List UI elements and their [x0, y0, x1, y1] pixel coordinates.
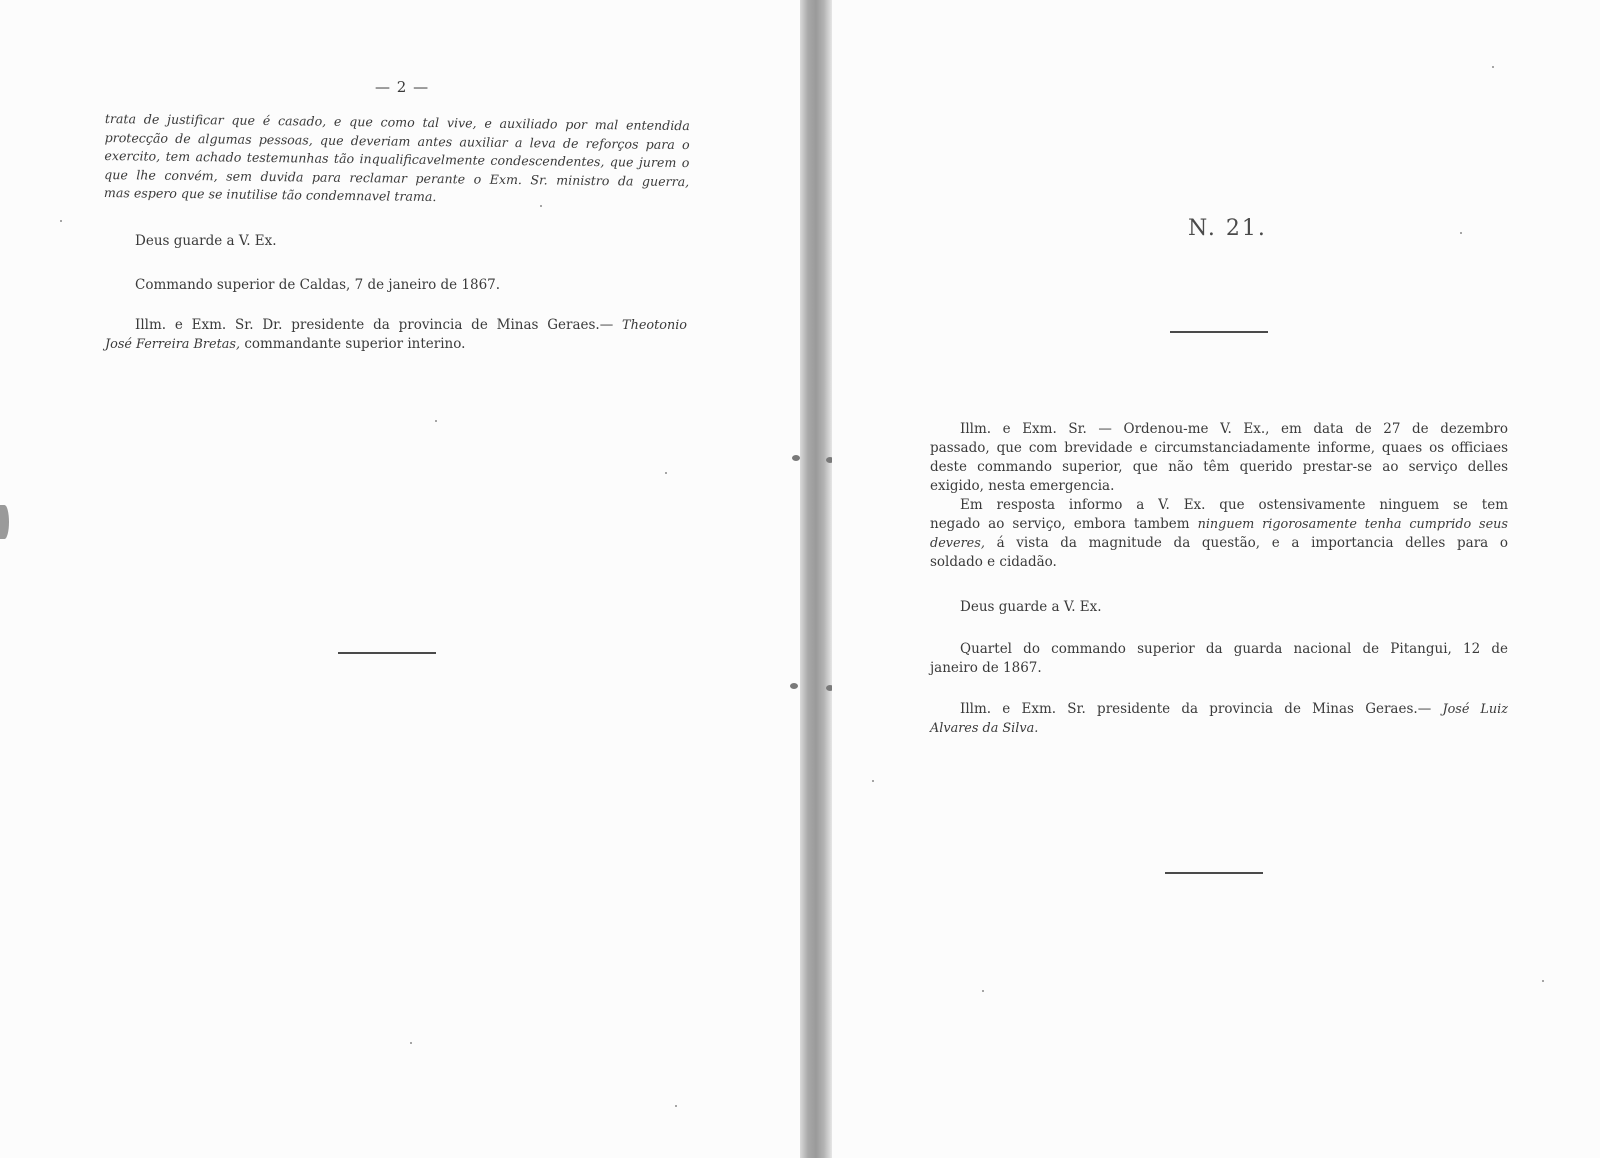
continuation-line: protecção de algumas pessoas, que deveriam antes auxiliar a leva de reforços para o	[104, 129, 690, 152]
page-number: — 2 —	[375, 78, 430, 96]
paper-speck	[435, 420, 437, 422]
paper-speck	[410, 1042, 412, 1044]
response-line-text: á vista da magnitude da questão, e a importancia delles para o	[984, 535, 1508, 551]
addressee-block	[930, 700, 1508, 738]
signature-line	[105, 335, 687, 354]
place-date-line	[930, 640, 1508, 659]
book-gutter	[800, 0, 832, 1158]
continuation-line: que lhe convém, sem duvida para reclamar perante o Exm. Sr. ministro da guerra,	[104, 166, 690, 189]
closing-salutation: Deus guarde a V. Ex.	[960, 599, 1102, 615]
paper-speck	[665, 472, 667, 474]
report-line: exigido, nesta emergencia.	[930, 478, 1115, 494]
paper-speck	[982, 990, 984, 992]
report-paragraph	[930, 420, 1508, 572]
paper-speck	[540, 205, 542, 207]
place-date-line: Commando superior de Caldas, 7 de janeiro de 1867.	[135, 277, 501, 293]
closing-salutation: Deus guarde a V. Ex.	[135, 233, 277, 249]
paper-speck	[1460, 232, 1462, 234]
addressee-text: Illm. e Exm. Sr. presidente da provincia de Minas Geraes.—	[960, 701, 1432, 717]
right-page	[832, 0, 1600, 1158]
paper-speck	[1492, 66, 1494, 68]
page-edge-stain	[0, 505, 9, 539]
report-line	[930, 420, 1508, 439]
response-line	[930, 534, 1508, 553]
gutter-mark	[790, 683, 798, 689]
response-line-text: negado ao serviço, embora tambem	[930, 516, 1198, 532]
gutter-mark	[792, 455, 800, 461]
paper-speck	[1542, 980, 1544, 982]
paper-speck	[872, 780, 874, 782]
signature-name: Theotonio	[622, 318, 687, 333]
signature-name-continued: Alvares da Silva.	[930, 721, 1039, 736]
addressee-line	[930, 700, 1508, 719]
continuation-line: trata de justificar que é casado, e que como tal vive, e auxiliado por mal entendida	[104, 110, 690, 134]
report-line: deste commando superior, que não têm querido prestar-se ao serviço delles	[930, 459, 1508, 475]
signature-name: José Luiz	[1442, 702, 1508, 717]
response-line-text: Em resposta informo a V. Ex. que ostensivamente ninguem se tem	[960, 497, 1508, 513]
signature-role: commandante superior interino.	[244, 336, 466, 352]
addressee-text: Illm. e Exm. Sr. Dr. presidente da provincia de Minas Geraes.—	[135, 317, 614, 333]
response-line	[930, 496, 1508, 515]
response-emphasis: deveres,	[930, 536, 985, 551]
addressee-line	[105, 316, 687, 335]
continuation-line: mas espero que se inutilise tão condemnavel trama.	[103, 185, 437, 205]
paper-speck	[675, 1105, 677, 1107]
addressee-block	[105, 316, 687, 354]
response-emphasis: ninguem rigorosamente tenha cumprido seus	[1197, 517, 1508, 532]
place-date-block	[930, 640, 1508, 678]
document-number: N. 21.	[1188, 216, 1267, 241]
report-line: passado, que com brevidade e circumstanciadamente informe, quaes os officiaes	[930, 440, 1508, 456]
continuation-paragraph	[104, 110, 690, 210]
response-line	[930, 515, 1508, 534]
section-divider	[338, 652, 436, 654]
paper-speck	[60, 220, 62, 222]
heading-divider	[1170, 331, 1268, 333]
section-divider	[1165, 872, 1263, 874]
place-date-line: janeiro de 1867.	[930, 660, 1042, 676]
response-line: soldado e cidadão.	[930, 554, 1057, 570]
signature-name-continued: José Ferreira Bretas,	[105, 337, 241, 352]
report-line-text: Illm. e Exm. Sr. — Ordenou-me V. Ex., em data de 27 de dezembro	[960, 421, 1508, 437]
continuation-line: exercito, tem achado testemunhas tão inqualificavelmente condescendentes, que jurem o	[104, 148, 690, 171]
place-date-text: Quartel do commando superior da guarda nacional de Pitangui, 12 de	[960, 641, 1508, 657]
signature-line	[930, 719, 1508, 738]
